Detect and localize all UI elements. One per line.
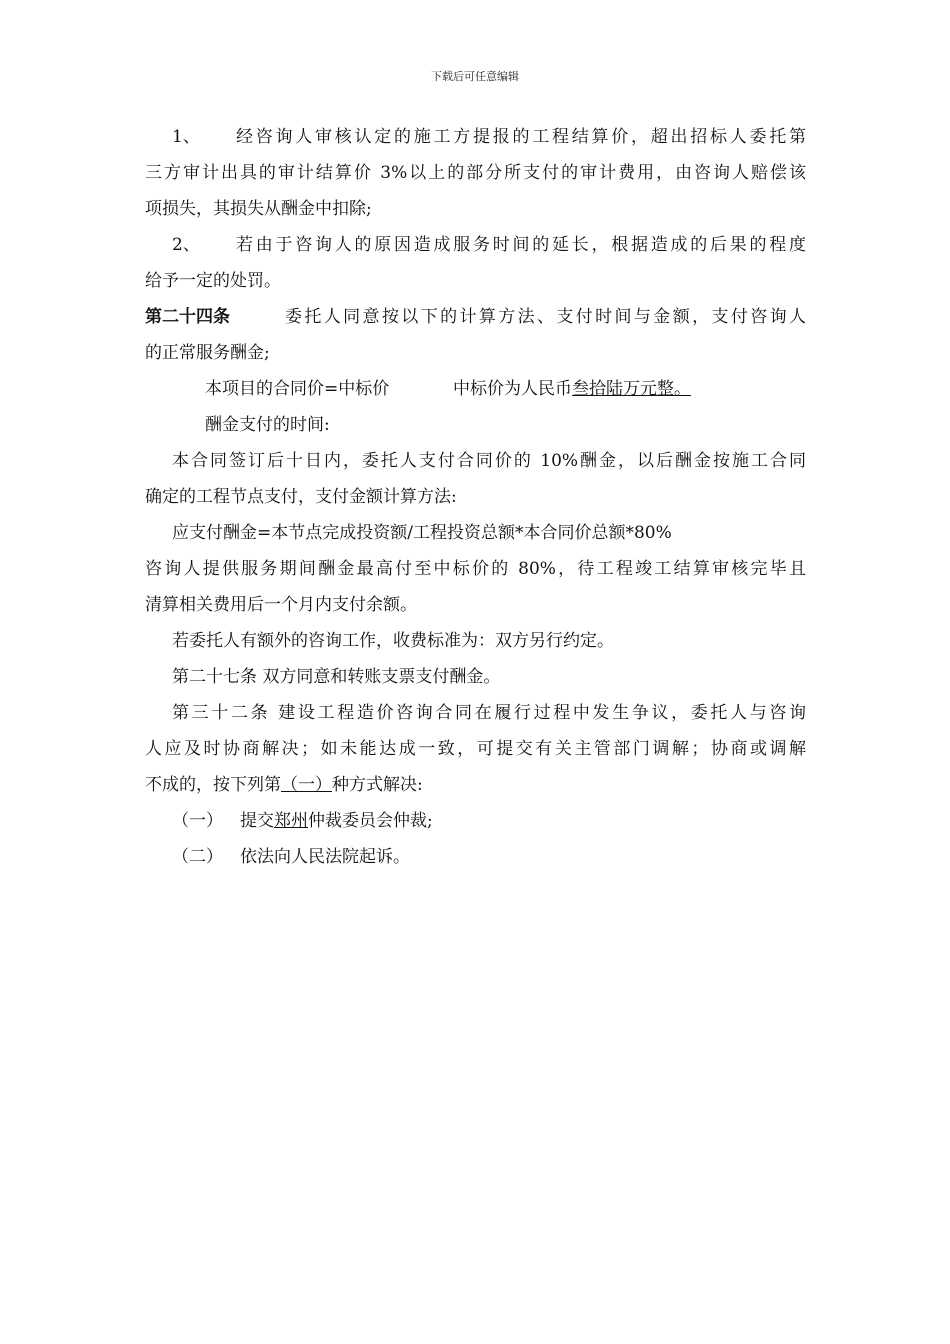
item1-line2: 三方审计出具的审计结算价 3%以上的部分所支付的审计费用，由咨询人赔偿该 bbox=[145, 163, 806, 183]
article32-line3-suffix: 种方式解决: bbox=[332, 775, 423, 795]
page-header: 下载后可任意编辑 bbox=[431, 70, 519, 83]
article32-line2: 人应及时协商解决；如未能达成一致，可提交有关主管部门调解；协商或调解 bbox=[145, 739, 806, 759]
winning-price-label: 中标价为人民币 bbox=[453, 379, 572, 399]
payment-time-label: 酬金支付的时间: bbox=[205, 415, 330, 435]
option1-prefix: 提交 bbox=[240, 811, 274, 831]
option2-number: （二） bbox=[172, 847, 223, 867]
option1-number: （一） bbox=[172, 811, 223, 831]
item1-number: 1、 bbox=[172, 127, 200, 147]
item2-line2: 给予一定的处罚。 bbox=[145, 271, 281, 291]
payment-para-line1: 本合同签订后十日内，委托人支付合同价的 10%酬金，以后酬金按施工合同 bbox=[172, 451, 806, 471]
item1-line3: 项损失，其损失从酬金中扣除; bbox=[145, 199, 372, 219]
extra-work-text: 若委托人有额外的咨询工作，收费标准为：双方另行约定。 bbox=[172, 631, 614, 651]
item1-line1: 经咨询人审核认定的施工方提报的工程结算价，超出招标人委托第 bbox=[236, 127, 806, 147]
option1-text bbox=[240, 810, 433, 832]
article32-line1: 第三十二条 建设工程造价咨询合同在履行过程中发生争议，委托人与咨询 bbox=[172, 703, 806, 723]
winning-price-amount: 叁拾陆万元整。 bbox=[572, 379, 691, 399]
article24-title: 第二十四条 bbox=[145, 307, 230, 327]
article27-text: 第二十七条 双方同意和转账支票支付酬金。 bbox=[172, 667, 501, 687]
item2-line1: 若由于咨询人的原因造成服务时间的延长，根据造成的后果的程度 bbox=[236, 235, 806, 255]
dispute-method-choice: （一） bbox=[281, 775, 332, 795]
article32-line3-prefix: 不成的，按下列第 bbox=[145, 775, 281, 795]
arbitration-city: 郑州 bbox=[274, 811, 308, 831]
item2-number: 2、 bbox=[172, 235, 200, 255]
option1-suffix: 仲裁委员会仲裁; bbox=[308, 811, 433, 831]
option2-text: 依法向人民法院起诉。 bbox=[240, 847, 410, 867]
max-fee-line1: 咨询人提供服务期间酬金最高付至中标价的 80%，待工程竣工结算审核完毕且 bbox=[145, 559, 806, 579]
contract-price-label: 本项目的合同价=中标价 bbox=[205, 379, 390, 399]
max-fee-line2: 清算相关费用后一个月内支付余额。 bbox=[145, 595, 417, 615]
payment-formula: 应支付酬金=本节点完成投资额/工程投资总额*本合同价总额*80% bbox=[172, 523, 672, 543]
article24-line2: 的正常服务酬金; bbox=[145, 343, 270, 363]
payment-para-line2: 确定的工程节点支付，支付金额计算方法: bbox=[145, 487, 457, 507]
article24-line1: 委托人同意按以下的计算方法、支付时间与金额，支付咨询人 bbox=[285, 307, 806, 327]
article32-line3 bbox=[145, 774, 423, 796]
winning-price-line bbox=[453, 378, 691, 400]
